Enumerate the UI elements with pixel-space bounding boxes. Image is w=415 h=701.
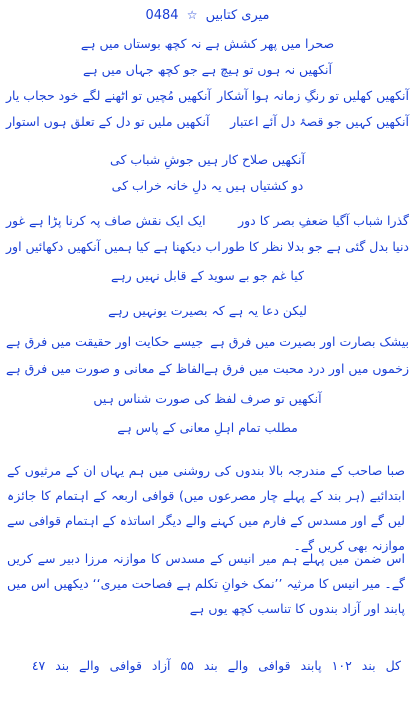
verse-line: کیا غم جو بے سوید کے قابل نہیں رہے xyxy=(111,268,304,283)
free-value: ٤٧ xyxy=(31,658,46,673)
header-title: میری کتابیں xyxy=(205,8,270,23)
prose-paragraph: صبا صاحب کے مندرجہ بالا بندوں کی روشنی میں ہم یہاں ان کے مرثیوں کے ابتدائیے (ہر بند کے پہلے چار مصرعوں میں) قوافی اربعہ کے اہتمام کا جائزہ لیں گے اور مسدس کے فارم میں کہنے والے دیگر اساتذہ کے اہتمام قوافی سے موازنہ بھی کریں گے۔ xyxy=(7,463,405,553)
verse-line: آنکھیں تو صرف لفظ کی صورت شناس ہیں xyxy=(93,391,322,406)
verse-line: آنکھیں نہ ہوں تو ہیچ ہے جو کچھ جہاں میں ہے xyxy=(83,62,332,77)
star-icon: ☆ xyxy=(186,8,198,22)
total-label: کل بند xyxy=(361,658,401,673)
verse-line: آنکھیں صلاح کار ہیں جوشِ شباب کی xyxy=(110,152,305,167)
verse-line: آنکھیں کہیں جو قصۂ دل آئے اعتبار xyxy=(230,114,409,129)
verse-line: ایک ایک نقش صاف پہ کرنا پڑا ہے غور xyxy=(6,213,206,228)
verse-line: آنکھیں ملیں تو دل کے تعلق ہوں استوار xyxy=(6,114,210,129)
free-label: آزاد قوافی والے بند xyxy=(55,658,171,673)
bound-label: پابند قوافی والے بند xyxy=(203,658,322,673)
verse-line: دو کشتیاں ہیں یہ دلِ خانہ خراب کی xyxy=(111,178,304,193)
verse-line: گذرا شباب آگیا ضعفِ بصر کا دور xyxy=(238,213,409,228)
stanza-count-summary xyxy=(32,658,401,673)
verse-line: صحرا میں پھر کشش ہے نہ کچھ بوستاں میں ہے xyxy=(80,36,335,51)
verse-line: الفاظ کے معانی و صورت میں فرق ہے xyxy=(6,361,205,376)
bound-value: ۵۵ xyxy=(180,658,194,673)
verse-line: اب دیکھنا ہے کیا ہمیں آنکھیں دکھائیں اور xyxy=(6,239,221,254)
verse-line: لیکن دعا یہ ہے کہ بصیرت یونہیں رہے xyxy=(108,303,307,318)
verse-line: جیسے حکایت اور حقیقت میں فرق ہے xyxy=(6,334,204,349)
verse-line: آنکھیں کھلیں تو رنگِ زمانہ ہوا آشکار xyxy=(217,88,409,103)
prose-paragraph: اس ضمن میں پہلے ہم میر انیس کے مسدس کا موازنہ مرزا دبیر سے کریں گے۔ میر انیس کا مرثیہ ’’نمک خوانِ تکلم ہے فصاحت میری‘‘ دیکھیں اس میں پابند اور آزاد بندوں کا تناسب کچھ یوں ہے xyxy=(7,551,405,616)
verse-line: مطلب تمام اہلِ معانی کے پاس ہے xyxy=(117,420,298,435)
page-header xyxy=(0,8,415,23)
verse-line: دنیا بدل گئی ہے جو بدلا نظر کا طور xyxy=(222,239,409,254)
header-number: 0484 xyxy=(145,8,179,23)
verse-line: آنکھیں مُچیں تو اٹھنے لگے خود حجاب یار xyxy=(6,88,211,103)
verse-line: بیشک بصارت اور بصیرت میں فرق ہے xyxy=(210,334,409,349)
total-value: ١٠٢ xyxy=(331,658,352,673)
verse-line: زخموں میں اور درد محبت میں فرق ہے xyxy=(203,361,409,376)
